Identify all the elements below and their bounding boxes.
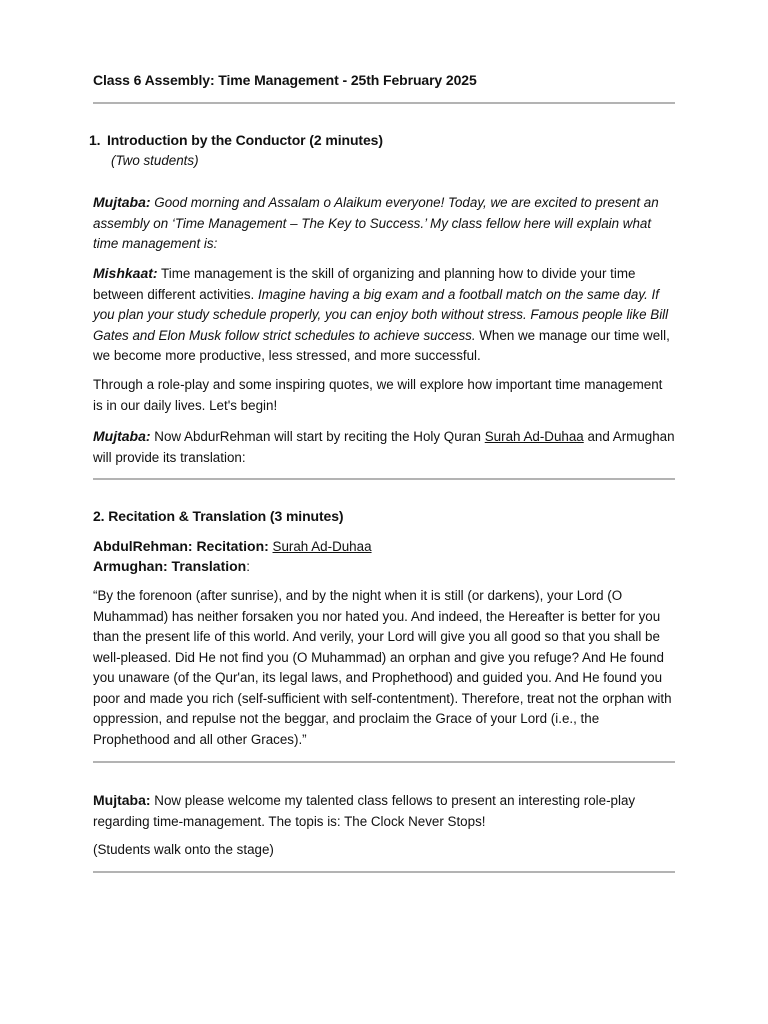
translation-colon: :	[246, 559, 250, 574]
surah-link[interactable]: Surah Ad-Duhaa	[484, 429, 584, 444]
section-1-number: 1.	[89, 132, 101, 148]
intro-paragraph-4	[93, 426, 675, 468]
translation-label: Armughan: Translation	[93, 558, 247, 574]
recitation-label: AbdulRehman: Recitation:	[93, 538, 269, 554]
paragraph-text: Now AbdurRehman will start by reciting the Holy Quran	[150, 429, 485, 444]
paragraph-text-italic: Imagine having a big exam and a football match on the same day. If you plan your study schedule properly, you can enjoy both without stress. Famous people like Bill Gates and Elon Musk follow strict schedules to achieve success.	[93, 286, 669, 343]
section-1-subheading: (Two students)	[111, 153, 199, 168]
intro-paragraph-1	[93, 192, 675, 255]
paragraph-text: Time management is the skill of organizing and planning how to divide your time between different activities.	[93, 266, 636, 302]
horizontal-rule	[93, 871, 675, 873]
surah-link[interactable]: Surah Ad-Duhaa	[272, 539, 372, 554]
paragraph-text: Good morning and Assalam o Alaikum everyone! Today, we are excited to present an assembly on ‘Time Management – The Key to Success.’ My class fellow here will explain what time management is:	[93, 195, 659, 251]
intro-paragraph-3: Through a role-play and some inspiring quotes, we will explore how important time management is in our daily lives. Let's begin!	[93, 377, 663, 413]
document-title: Class 6 Assembly: Time Management - 25th February 2025	[93, 72, 477, 88]
paragraph-text: When we manage our time well, we become more productive, less stressed, and more successful.	[93, 327, 670, 363]
translation-line	[93, 556, 675, 578]
horizontal-rule	[93, 761, 675, 763]
speaker-label: Mujtaba:	[93, 194, 151, 210]
recitation-line	[93, 536, 675, 558]
speaker-label: Mishkaat:	[93, 265, 158, 281]
speaker-label: Mujtaba:	[93, 792, 151, 808]
section-2-heading: 2. Recitation & Translation (3 minutes)	[93, 508, 344, 524]
section-1-heading	[89, 132, 383, 148]
intro-paragraph-2	[93, 263, 675, 367]
roleplay-intro-paragraph	[93, 790, 675, 832]
speaker-label: Mujtaba:	[93, 428, 151, 444]
horizontal-rule	[93, 102, 675, 104]
translation-text: “By the forenoon (after sunrise), and by the night when it is still (or darkens), your Lord (O Muhammad) has neither forsaken you nor hated you. And indeed, the Hereafter is better for you than the present life of this world. And verily, your Lord will give you all good so that you shall be well-pleased. Did He not find you (O Muhammad) an orphan and give you refuge? And He found you unaware (of the Qur'an, its legal laws, and Prophethood) and guided you. And He found you poor and made you rich (self-sufficient with self-contentment). Therefore, treat not the orphan with oppression, and repulse not the beggar, and proclaim the Grace of your Lord (i.e., the Prophethood and all other Graces).”	[93, 588, 672, 747]
section-1-title: Introduction by the Conductor (2 minutes)	[107, 132, 383, 148]
paragraph-text: Now please welcome my talented class fellows to present an interesting role-play regarding time-management. The topis is: The Clock Never Stops!	[93, 793, 636, 829]
stage-note: (Students walk onto the stage)	[93, 842, 274, 857]
paragraph-text: and Armughan will provide its translation:	[93, 429, 675, 465]
horizontal-rule	[93, 478, 675, 480]
